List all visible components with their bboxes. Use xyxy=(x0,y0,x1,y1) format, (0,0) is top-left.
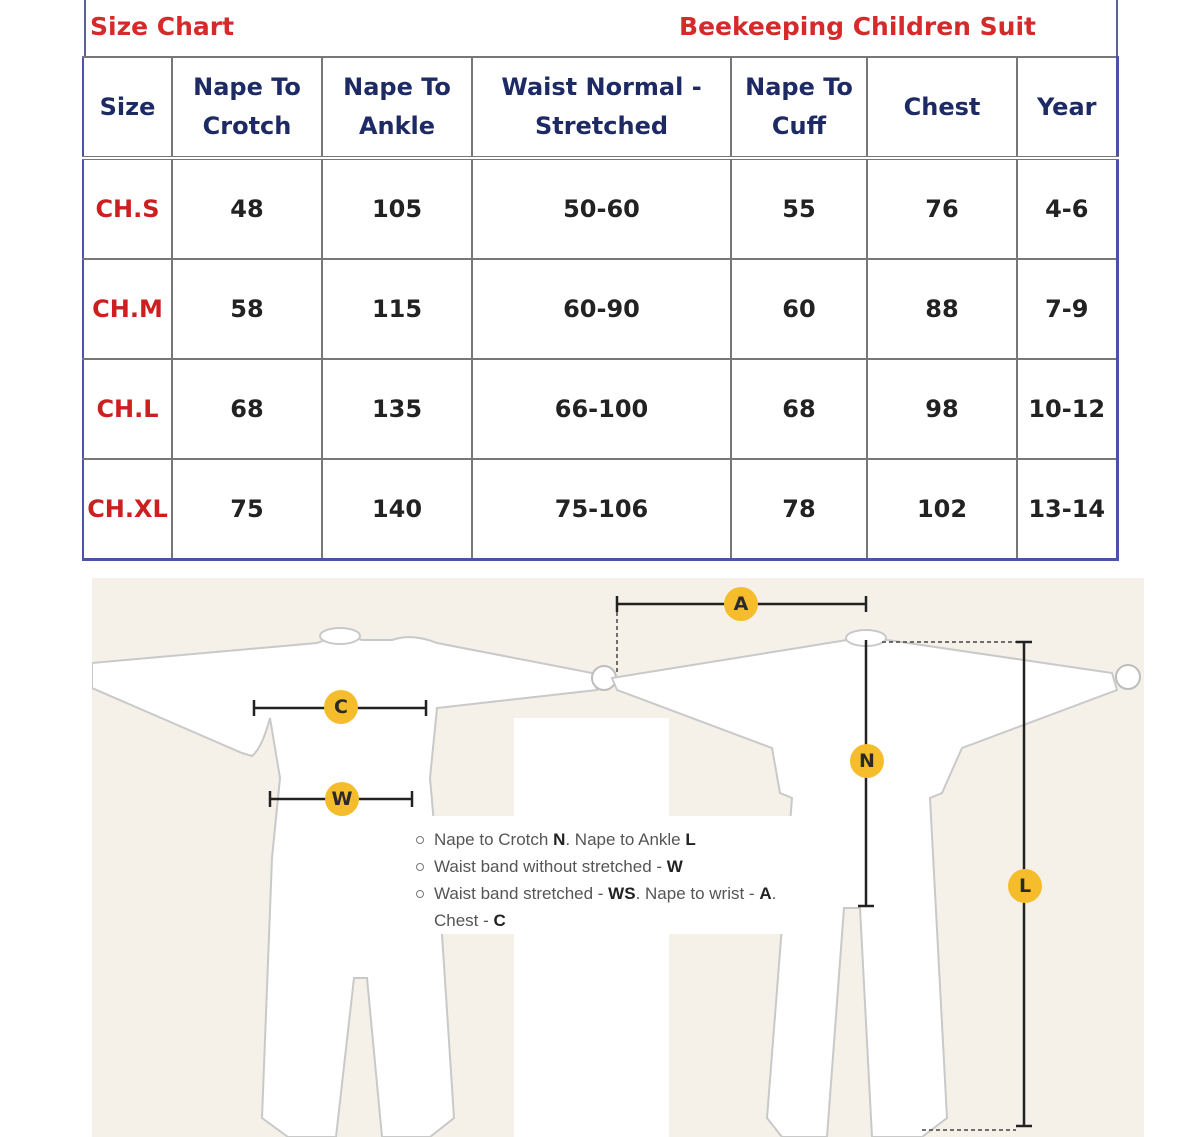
table-cell: 13-14 xyxy=(1017,459,1117,560)
table-header-row xyxy=(83,57,1117,158)
nape-to-ankle-badge-icon: L xyxy=(1008,869,1042,903)
column-header-nape-to-cuff: Nape To Cuff xyxy=(731,57,867,158)
table-cell: 115 xyxy=(322,259,472,359)
size-table xyxy=(82,56,1119,561)
column-header-year: Year xyxy=(1017,57,1117,158)
legend-item: Nape to Crotch N. Nape to Ankle L xyxy=(416,826,836,853)
table-cell: 98 xyxy=(867,359,1017,459)
column-header-nape-to-ankle: Nape To Ankle xyxy=(322,57,472,158)
table-cell: 10-12 xyxy=(1017,359,1117,459)
table-cell: 102 xyxy=(867,459,1017,560)
size-cell: CH.M xyxy=(83,259,172,359)
table-cell: 75-106 xyxy=(472,459,731,560)
legend-item: Waist band without stretched - W xyxy=(416,853,836,880)
size-cell: CH.L xyxy=(83,359,172,459)
chest-badge-icon: C xyxy=(324,690,358,724)
table-cell: 140 xyxy=(322,459,472,560)
table-cell: 60-90 xyxy=(472,259,731,359)
size-cell: CH.S xyxy=(83,158,172,259)
table-cell: 55 xyxy=(731,158,867,259)
table-cell: 7-9 xyxy=(1017,259,1117,359)
legend-item-continued: Chest - C xyxy=(434,911,506,930)
size-chart-title: Size Chart xyxy=(90,12,235,41)
table-cell: 75 xyxy=(172,459,322,560)
table-cell: 60 xyxy=(731,259,867,359)
column-header-size: Size xyxy=(83,57,172,158)
table-cell: 58 xyxy=(172,259,322,359)
table-cell: 48 xyxy=(172,158,322,259)
table-row xyxy=(83,359,1117,459)
table-cell: 4-6 xyxy=(1017,158,1117,259)
table-row xyxy=(83,459,1117,560)
table-cell: 68 xyxy=(731,359,867,459)
table-cell: 50-60 xyxy=(472,158,731,259)
table-cell: 68 xyxy=(172,359,322,459)
measurement-legend xyxy=(416,826,836,934)
column-header-waist: Waist Normal - Stretched xyxy=(472,57,731,158)
table-row xyxy=(83,259,1117,359)
table-cell: 105 xyxy=(322,158,472,259)
table-cell: 66-100 xyxy=(472,359,731,459)
table-cell: 76 xyxy=(867,158,1017,259)
back-cuff-icon xyxy=(1116,665,1140,689)
product-title: Beekeeping Children Suit xyxy=(679,12,1036,41)
table-row xyxy=(83,158,1117,259)
nape-to-wrist-badge-icon: A xyxy=(724,587,758,621)
table-cell: 78 xyxy=(731,459,867,560)
table-cell: 135 xyxy=(322,359,472,459)
column-header-chest: Chest xyxy=(867,57,1017,158)
column-header-nape-to-crotch: Nape To Crotch xyxy=(172,57,322,158)
chart-header xyxy=(84,0,1118,58)
size-cell: CH.XL xyxy=(83,459,172,560)
table-cell: 88 xyxy=(867,259,1017,359)
waist-badge-icon: W xyxy=(325,782,359,816)
nape-to-crotch-badge-icon: N xyxy=(850,744,884,778)
legend-item: Waist band stretched - WS. Nape to wrist - A. xyxy=(416,880,836,907)
